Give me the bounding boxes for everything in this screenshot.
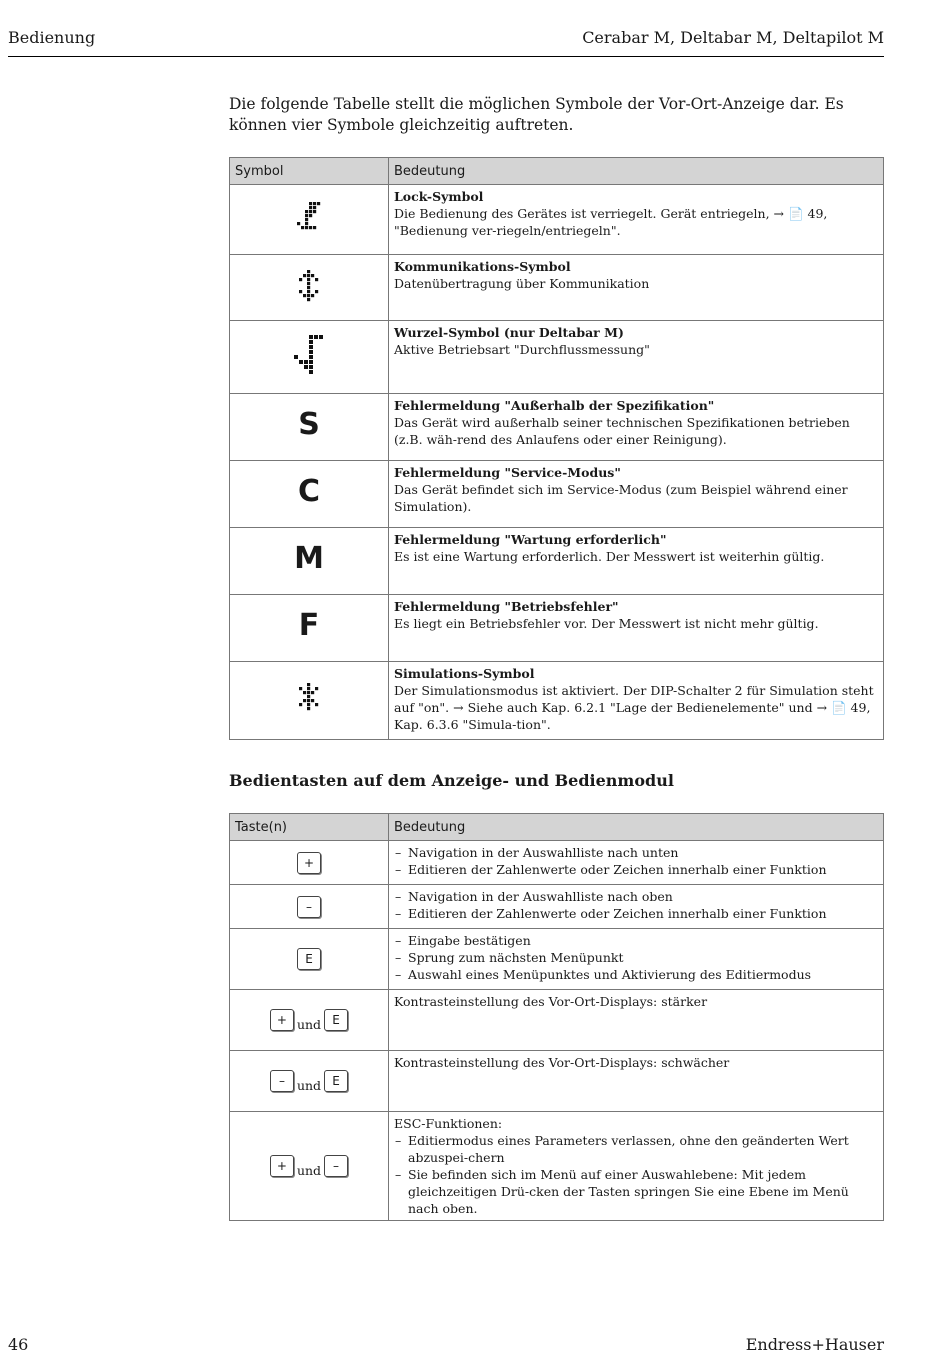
list-item: – Eingabe bestätigen: [394, 932, 878, 949]
row-title: Kommunikations-Symbol: [394, 259, 571, 274]
row-text: Datenübertragung über Kommunikation: [394, 276, 650, 291]
table-row: [230, 1051, 884, 1112]
row-title: Wurzel-Symbol (nur Deltabar M): [394, 325, 624, 340]
list-item: – Auswahl eines Menüpunktes und Aktivierung des Editiermodus: [394, 966, 878, 983]
keys-cell: [230, 929, 389, 990]
list-item: – Navigation in der Auswahlliste nach unten: [394, 844, 878, 861]
table-row: [230, 528, 884, 595]
row-text: ESC-Funktionen:: [394, 1116, 503, 1131]
meaning-cell: [389, 528, 884, 595]
status-s-icon: S: [298, 407, 320, 442]
intro-paragraph: Die folgende Tabelle stellt die möglichen Symbole der Vor-Ort-Anzeige dar. Es können vier Symbole gleichzeitig auftreten.: [229, 95, 844, 134]
row-text: Das Gerät wird außerhalb seiner technischen Spezifikationen betrieben (z.B. wäh-rend des Anlaufens oder einer Reinigung).: [394, 415, 850, 447]
meaning-list: [394, 932, 878, 983]
communication-symbol-icon: [297, 270, 321, 302]
meaning-cell: [389, 990, 884, 1051]
row-text: Aktive Betriebsart "Durchflussmessung": [394, 342, 650, 357]
symbol-cell: [230, 528, 389, 595]
enter-key: E: [324, 1070, 348, 1092]
table-row: [230, 841, 884, 885]
table-row: [230, 990, 884, 1051]
meaning-cell: [389, 885, 884, 929]
minus-key: –: [324, 1155, 348, 1177]
meaning-cell: [389, 321, 884, 394]
meaning-list: [394, 1132, 878, 1217]
table-row: [230, 394, 884, 461]
list-item: – Editieren der Zahlenwerte oder Zeichen innerhalb einer Funktion: [394, 905, 878, 922]
row-text: Der Simulationsmodus ist aktiviert. Der DIP-Schalter 2 für Simulation steht auf "on". → Siehe auch Kap. 6.2.1 "Lage der Bedienelemente" und → 📄 49, Kap. 6.3.6 "Simula-tion".: [394, 683, 874, 732]
row-text: Das Gerät befindet sich im Service-Modus (zum Beispiel während einer Simulation).: [394, 482, 848, 514]
column-header-meaning: Bedeutung: [389, 814, 884, 841]
column-header-meaning: Bedeutung: [389, 158, 884, 185]
keys-cell: [230, 885, 389, 929]
symbol-cell: [230, 255, 389, 321]
meaning-cell: [389, 929, 884, 990]
header-document-title: Cerabar M, Deltabar M, Deltapilot M: [582, 28, 884, 47]
meaning-list: [394, 844, 878, 878]
meaning-cell: [389, 1112, 884, 1221]
meaning-cell: [389, 595, 884, 662]
symbol-cell: [230, 595, 389, 662]
symbol-table-header-row: [230, 158, 884, 185]
row-text: Die Bedienung des Gerätes ist verriegelt. Gerät entriegeln, → 📄 49, "Bedienung ver-riegeln/entriegeln".: [394, 206, 828, 238]
meaning-cell: [389, 185, 884, 255]
table-row: [230, 185, 884, 255]
meaning-cell: [389, 662, 884, 740]
keys-cell: [230, 990, 389, 1051]
header-section-title: Bedienung: [8, 28, 96, 47]
status-m-icon: M: [294, 541, 324, 576]
status-f-icon: F: [298, 608, 320, 643]
row-text: Es liegt ein Betriebsfehler vor. Der Messwert ist nicht mehr gültig.: [394, 616, 819, 631]
page-number: 46: [8, 1335, 29, 1354]
table-row: [230, 255, 884, 321]
table-row: [230, 595, 884, 662]
enter-key: E: [297, 948, 321, 970]
plus-key: +: [270, 1155, 294, 1177]
row-text: Es ist eine Wartung erforderlich. Der Messwert ist weiterhin gültig.: [394, 549, 825, 564]
lock-symbol-icon: [297, 202, 321, 234]
row-text: Kontrasteinstellung des Vor-Ort-Displays: stärker: [394, 994, 708, 1009]
row-title: Fehlermeldung "Betriebsfehler": [394, 599, 619, 614]
meaning-cell: [389, 255, 884, 321]
list-item: – Sprung zum nächsten Menüpunkt: [394, 949, 878, 966]
key-table-header-row: [230, 814, 884, 841]
table-row: [230, 662, 884, 740]
list-item: – Editiermodus eines Parameters verlassen, ohne den geänderten Wert abzuspei-chern: [394, 1132, 878, 1166]
meaning-cell: [389, 1051, 884, 1112]
list-item: – Navigation in der Auswahlliste nach oben: [394, 888, 878, 905]
symbol-cell: [230, 461, 389, 528]
and-label: und: [296, 1016, 322, 1032]
column-header-keys: Taste(n): [230, 814, 389, 841]
table-row: [230, 929, 884, 990]
keys-cell: [230, 1051, 389, 1112]
table-row: [230, 885, 884, 929]
column-header-symbol: Symbol: [230, 158, 389, 185]
symbol-table: [229, 157, 884, 740]
row-text: Kontrasteinstellung des Vor-Ort-Displays: schwächer: [394, 1055, 730, 1070]
row-title: Fehlermeldung "Wartung erforderlich": [394, 532, 667, 547]
meaning-cell: [389, 461, 884, 528]
minus-key: –: [270, 1070, 294, 1092]
keys-cell: [230, 841, 389, 885]
table-row: [230, 461, 884, 528]
symbol-cell: [230, 394, 389, 461]
and-label: und: [296, 1077, 322, 1093]
key-table: [229, 813, 884, 1221]
row-title: Lock-Symbol: [394, 189, 484, 204]
root-symbol-icon: [294, 335, 324, 375]
list-item: – Sie befinden sich im Menü auf einer Auswahlebene: Mit jedem gleichzeitigen Drü-cken der Tasten springen Sie eine Ebene im Menü nach oben.: [394, 1166, 878, 1217]
symbol-cell: [230, 321, 389, 394]
meaning-list: [394, 888, 878, 922]
brand-name: Endress+Hauser: [745, 1335, 884, 1354]
meaning-cell: [389, 394, 884, 461]
section-title: Bedientasten auf dem Anzeige- und Bedienmodul: [229, 771, 674, 790]
header-divider: [8, 56, 884, 57]
symbol-cell: [230, 185, 389, 255]
table-row: [230, 1112, 884, 1221]
minus-key: –: [297, 896, 321, 918]
row-title: Fehlermeldung "Service-Modus": [394, 465, 621, 480]
meaning-cell: [389, 841, 884, 885]
keys-cell: [230, 1112, 389, 1221]
plus-key: +: [270, 1009, 294, 1031]
table-row: [230, 321, 884, 394]
row-title: Simulations-Symbol: [394, 666, 535, 681]
simulation-symbol-icon: [297, 683, 321, 715]
and-label: und: [296, 1162, 322, 1178]
plus-key: +: [297, 852, 321, 874]
status-c-icon: C: [297, 474, 321, 509]
enter-key: E: [324, 1009, 348, 1031]
symbol-cell: [230, 662, 389, 740]
list-item: – Editieren der Zahlenwerte oder Zeichen innerhalb einer Funktion: [394, 861, 878, 878]
row-title: Fehlermeldung "Außerhalb der Spezifikation": [394, 398, 715, 413]
